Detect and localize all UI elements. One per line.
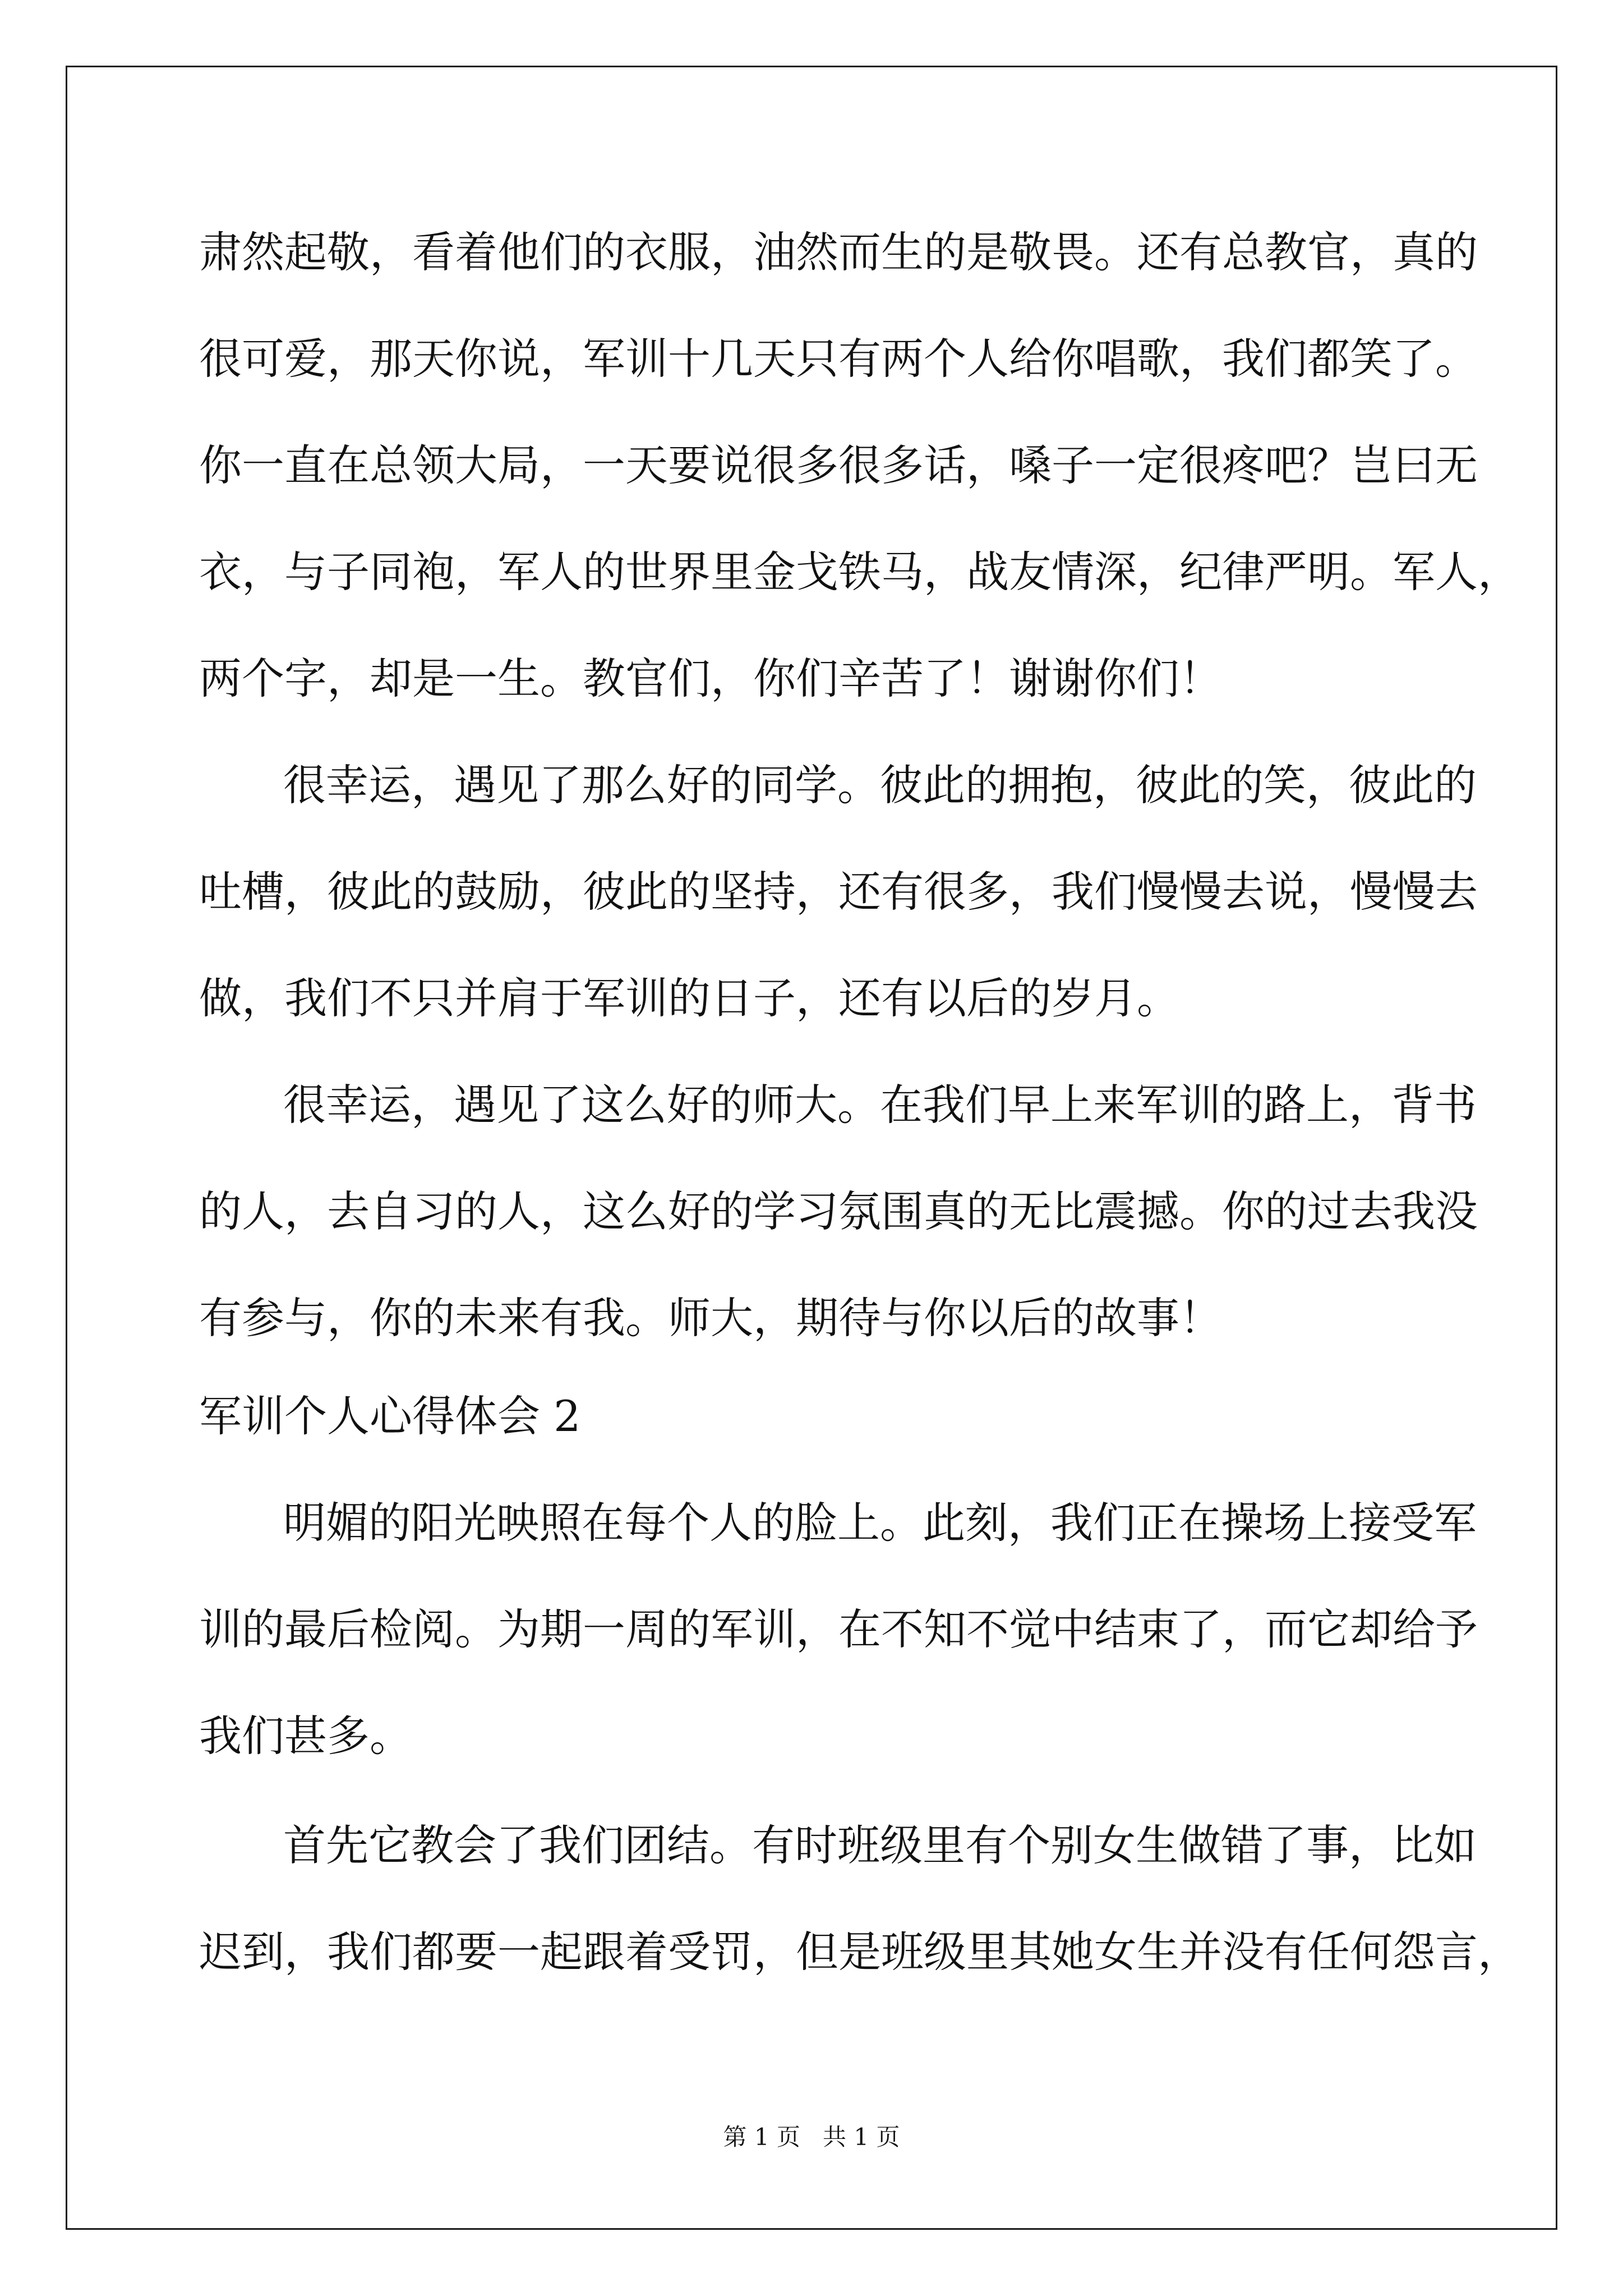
text-line: 有参与，你的未来有我。师大，期待与你以后的故事！: [199, 1293, 1222, 1343]
paragraph-first-line: 明媚的阳光映照在每个人的脸上。此刻，我们正在操场上接受军: [283, 1498, 1477, 1548]
text-line: 吐槽，彼此的鼓励，彼此的坚持，还有很多，我们慢慢去说，慢慢去: [199, 867, 1478, 917]
page-border: [66, 66, 1557, 2230]
paragraph-first-line: 首先它教会了我们团结。有时班级里有个别女生做错了事，比如: [283, 1820, 1477, 1870]
text-line: 肃然起敬，看着他们的衣服，油然而生的是敬畏。还有总教官，真的: [199, 227, 1478, 277]
paragraph-first-line: 很幸运，遇见了那么好的同学。彼此的拥抱，彼此的笑，彼此的: [283, 760, 1477, 810]
text-line: 你一直在总领大局，一天要说很多很多话，嗓子一定很疼吧？岂曰无: [199, 440, 1478, 490]
text-line: 做，我们不只并肩于军训的日子，还有以后的岁月。: [199, 973, 1179, 1023]
text-line: 衣，与子同袍，军人的世界里金戈铁马，战友情深，纪律严明。军人，: [199, 547, 1520, 597]
text-line: 很可爱，那天你说，军训十几天只有两个人给你唱歌，我们都笑了。: [199, 334, 1478, 384]
text-line: 我们甚多。: [199, 1711, 412, 1761]
text-line: 训的最后检阅。为期一周的军训，在不知不觉中结束了，而它却给予: [199, 1604, 1478, 1654]
paragraph-first-line: 很幸运，遇见了这么好的师大。在我们早上来军训的路上，背书: [283, 1080, 1477, 1130]
page-number-footer: 第 1 页 共 1 页: [723, 2123, 900, 2151]
text-line: 迟到，我们都要一起跟着受罚，但是班级里其她女生并没有任何怨言，: [199, 1927, 1520, 1977]
text-line: 的人，去自习的人，这么好的学习氛围真的无比震撼。你的过去我没: [199, 1186, 1478, 1236]
text-line: 两个字，却是一生。教官们，你们辛苦了！谢谢你们！: [199, 654, 1222, 703]
section-heading: 军训个人心得体会 2: [199, 1391, 581, 1441]
